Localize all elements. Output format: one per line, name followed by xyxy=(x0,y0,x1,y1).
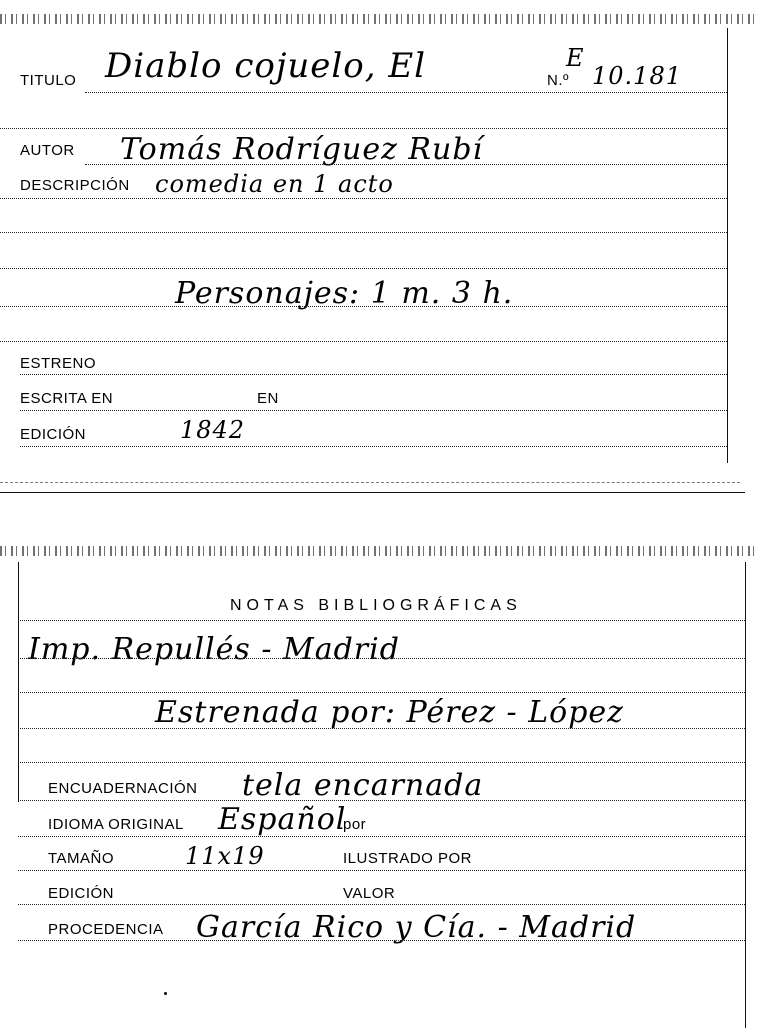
note-estrenada: Estrenada por: Pérez - López xyxy=(155,695,624,730)
catalog-card-main xyxy=(0,0,759,492)
valor-label: VALOR xyxy=(343,885,396,902)
en-label: EN xyxy=(257,390,279,407)
card-bottom-edge xyxy=(0,546,759,556)
numero-value: 10.181 xyxy=(592,62,682,90)
idioma-label: IDIOMA ORIGINAL xyxy=(48,816,184,833)
titulo-label: TITULO xyxy=(20,72,77,89)
personajes-value: Personajes: 1 m. 3 h. xyxy=(175,276,514,311)
card-left-border xyxy=(18,562,19,802)
catalog-card-notes xyxy=(0,540,759,1028)
encuadernacion-value: tela encarnada xyxy=(242,768,484,803)
tamano-label: TAMAÑO xyxy=(48,850,115,867)
ilustrado-label: ILUSTRADO POR xyxy=(343,850,473,867)
idioma-value: Español xyxy=(218,802,347,837)
descripcion-label: DESCRIPCIÓN xyxy=(20,177,130,194)
procedencia-value: García Rico y Cía. - Madrid xyxy=(196,910,637,945)
encuadernacion-label: ENCUADERNACIÓN xyxy=(48,780,198,797)
procedencia-label: PROCEDENCIA xyxy=(48,921,164,938)
notas-heading: NOTAS BIBLIOGRÁFICAS xyxy=(230,597,522,614)
card-right-border xyxy=(745,562,746,1028)
por-label: por xyxy=(343,816,367,833)
tamano-value: 11x19 xyxy=(185,842,265,870)
escrita-label: ESCRITA EN xyxy=(20,390,114,407)
numero-label: N.º xyxy=(547,72,569,89)
edicion-label: EDICIÓN xyxy=(20,426,87,443)
autor-value: Tomás Rodríguez Rubí xyxy=(120,132,484,167)
card-separator xyxy=(0,492,745,493)
edicion-value: 1842 xyxy=(180,416,246,444)
card-top-edge xyxy=(0,14,759,24)
titulo-value: Diablo cojuelo, El xyxy=(105,46,427,86)
speck xyxy=(164,992,167,995)
numero-prefix: E xyxy=(566,44,585,72)
note-imprenta: Imp. Repullés - Madrid xyxy=(28,632,400,667)
card-right-border xyxy=(727,28,728,463)
edicion2-label: EDICIÓN xyxy=(48,885,115,902)
estreno-label: ESTRENO xyxy=(20,355,97,372)
autor-label: AUTOR xyxy=(20,142,75,159)
descripcion-value: comedia en 1 acto xyxy=(155,170,394,198)
